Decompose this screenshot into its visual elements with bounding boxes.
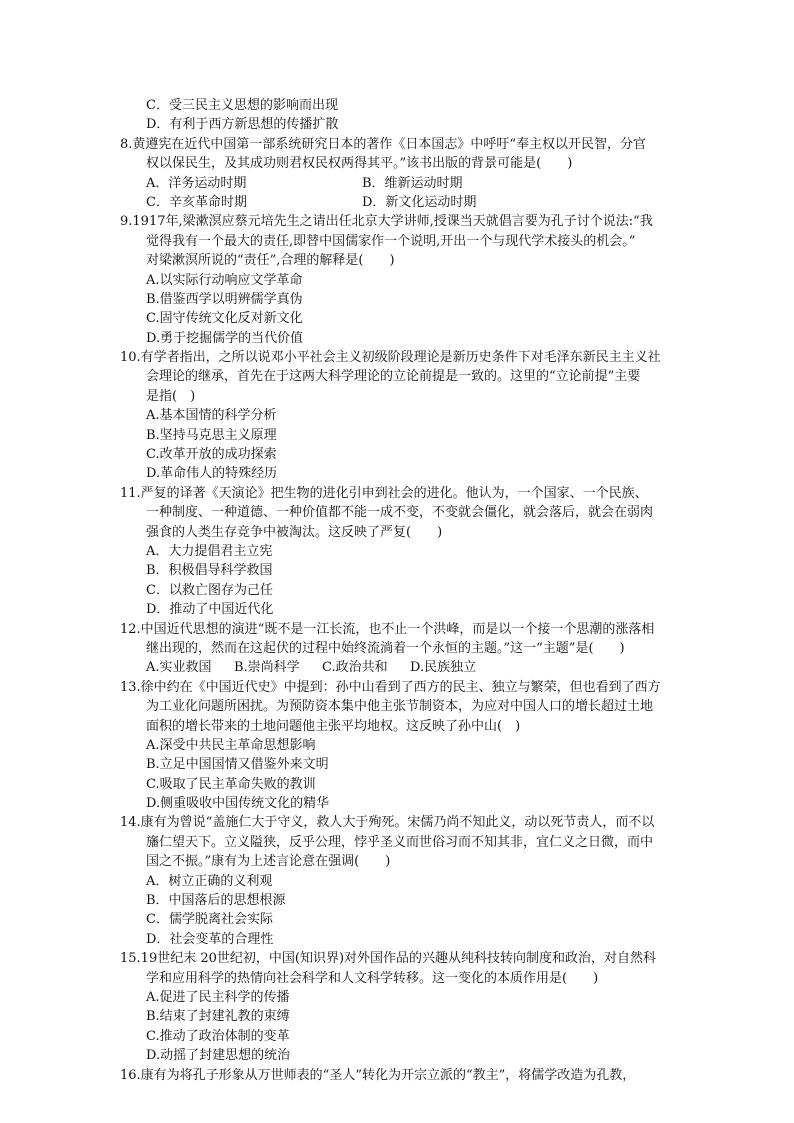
option-a: A.深受中共民主革命思想影响	[146, 737, 316, 753]
question-stem-cont: 面积的增长带来的土地问题他主张平均地权。这反映了孙中山( )	[146, 718, 521, 734]
option-row	[120, 174, 704, 193]
option-row	[120, 193, 704, 212]
option-c: C.固守传统文化反对新文化	[146, 311, 303, 327]
option-d: D.革命伟人的特殊经历	[146, 466, 278, 482]
question-stem-cont: 是指( )	[146, 388, 196, 404]
option-a: A.以实际行动响应文学革命	[146, 272, 303, 288]
option-b: B.立足中国国情又借鉴外来文明	[146, 757, 329, 773]
question-16	[120, 1066, 704, 1085]
option-b: B.结束了封建礼教的束缚	[146, 1009, 290, 1025]
option-d: D.侧重吸收中国传统文化的精华	[146, 796, 330, 812]
question-stem: 10.有学者指出，之所以说邓小平社会主义初级阶段理论是新历史条件下对毛泽东新民主主义社	[120, 350, 661, 366]
question-11	[120, 484, 704, 620]
option-b: B．维新运动时期	[362, 175, 463, 191]
question-13	[120, 678, 704, 814]
question-stem-cont: 一种制度、一种道德、一种价值都不能一成不变，不变就会僵化，就会落后，就会在弱肉	[146, 505, 654, 521]
option-b: B.坚持马克思主义原理	[146, 427, 277, 443]
question-stem-cont: 旛仁望天下。立义隘狭，反乎公理，悖乎圣义而世俗习而不知其非，宜仁义之日微，而中	[146, 834, 654, 850]
question-stem: 14.康有为曾说“盖施仁大于守义，救人大于殉死。宋儒乃尚不知此义，动以死节责人，而不以	[120, 815, 655, 831]
question-stem-cont: 觉得我有一个最大的责任,即替中国儒家作一个说明,开出一个与现代学术接头的机会。”	[146, 233, 636, 249]
question-14	[120, 813, 704, 949]
question-10	[120, 348, 704, 484]
question-stem-cont: 学和应用科学的热情向社会科学和人文科学转移。这一变化的本质作用是( )	[146, 970, 599, 986]
option-d: D.民族独立	[410, 660, 477, 676]
option-b: B.借鉴西学以明辨儒学真伪	[146, 291, 303, 307]
option-b: B．积极倡导科学救国	[146, 563, 273, 579]
option-a: A．洋务运动时期	[146, 175, 247, 191]
option-a: A.实业救国	[146, 660, 212, 676]
question-stem: 9.1917年,梁漱溟应蔡元培先生之请出任北京大学讲师,授课当天就倡言要为孔子讨个说法:“我	[120, 214, 653, 230]
question-stem: 8.黄遵宪在近代中国第一部系统研究日本的著作《日本国志》中呼吁“奉主权以开民智，分官	[120, 136, 647, 152]
question-list	[120, 96, 704, 1085]
option-c: C.政治共和	[322, 660, 388, 676]
option-c: C．以救亡图存为己任	[146, 582, 273, 598]
question-stem-cont: 权以保民生，及其成功则君权民权两得其平。”该书出版的背景可能是( )	[146, 156, 573, 172]
option-d: D．社会变革的合理性	[146, 931, 274, 947]
option-d: D．有利于西方新思想的传播扩散	[146, 117, 339, 133]
option-b: B.崇尚科学	[234, 660, 300, 676]
question-8	[120, 135, 704, 213]
question-stem: 16.康有为将孔子形象从万世师表的“圣人”转化为开宗立派的“教主”，将儒学改造为孔教，	[120, 1067, 636, 1083]
option-d: D.勇于挖掘儒学的当代价值	[146, 330, 304, 346]
option-a: A．树立正确的义利观	[146, 873, 273, 889]
option-c: C.吸取了民主革命失败的教训	[146, 776, 316, 792]
question-stem-cont: 为工业化问题所困扰。为预防资本集中他主张节制资本，为应对中国人口的增长超过土地	[146, 699, 654, 715]
question-15	[120, 949, 704, 1065]
question-12	[120, 620, 704, 678]
question-stem-cont: 强食的人类生存竞争中被淘汰。这反映了严复( )	[146, 524, 443, 540]
question-stem-cont: 国之不振。”康有为上述言论意在强调( )	[146, 854, 391, 870]
question-stem: 15.19世纪末 20世纪初，中国(知识界)对外国作品的兴趣从纯科技转向制度和政治，对自然科	[120, 951, 657, 967]
option-d: D．推动了中国近代化	[146, 602, 274, 618]
question-stem-cont: 会理论的继承，首先在于这两大科学理论的立论前提是一致的。这里的“立论前提”主要	[146, 369, 641, 385]
option-row	[120, 658, 704, 677]
option-c: C.推动了政治体制的变革	[146, 1028, 290, 1044]
question-stem: 13.徐中约在《中国近代史》中提到：孙中山看到了西方的民主、独立与繁荣，但也看到了西方	[120, 679, 661, 695]
option-c: C.改革开放的成功探索	[146, 447, 277, 463]
question-stem: 11.严复的译著《天演论》把生物的进化引申到社会的进化。他认为，一个国家、一个民族、	[120, 485, 648, 501]
option-a: A．大力提倡君主立宪	[146, 543, 273, 559]
option-b: B．中国落后的思想根源	[146, 893, 286, 909]
question-stem-cont: 对梁漱溟所说的“责任”,合理的解释是( )	[146, 253, 395, 269]
question-7-tail	[120, 96, 704, 135]
option-a: A.促进了民主科学的传播	[146, 989, 290, 1005]
option-d: D．新文化运动时期	[362, 194, 477, 210]
option-a: A.基本国情的科学分析	[146, 408, 277, 424]
question-stem-cont: 继出现的，然而在这起伏的过程中始终流淌着一个永恒的主题。”这一“主题”是( )	[146, 640, 625, 656]
question-9	[120, 212, 704, 348]
option-c: C．受三民主义思想的影响而出现	[146, 98, 338, 113]
option-c: C．儒学脱离社会实际	[146, 912, 273, 928]
option-c: C．辛亥革命时期	[146, 194, 247, 210]
question-stem: 12.中国近代思想的演进“既不是一江长流，也不止一个洪峰，而是以一个接一个思潮的涨落相	[120, 621, 655, 637]
option-d: D.动摇了封建思想的统治	[146, 1048, 291, 1064]
